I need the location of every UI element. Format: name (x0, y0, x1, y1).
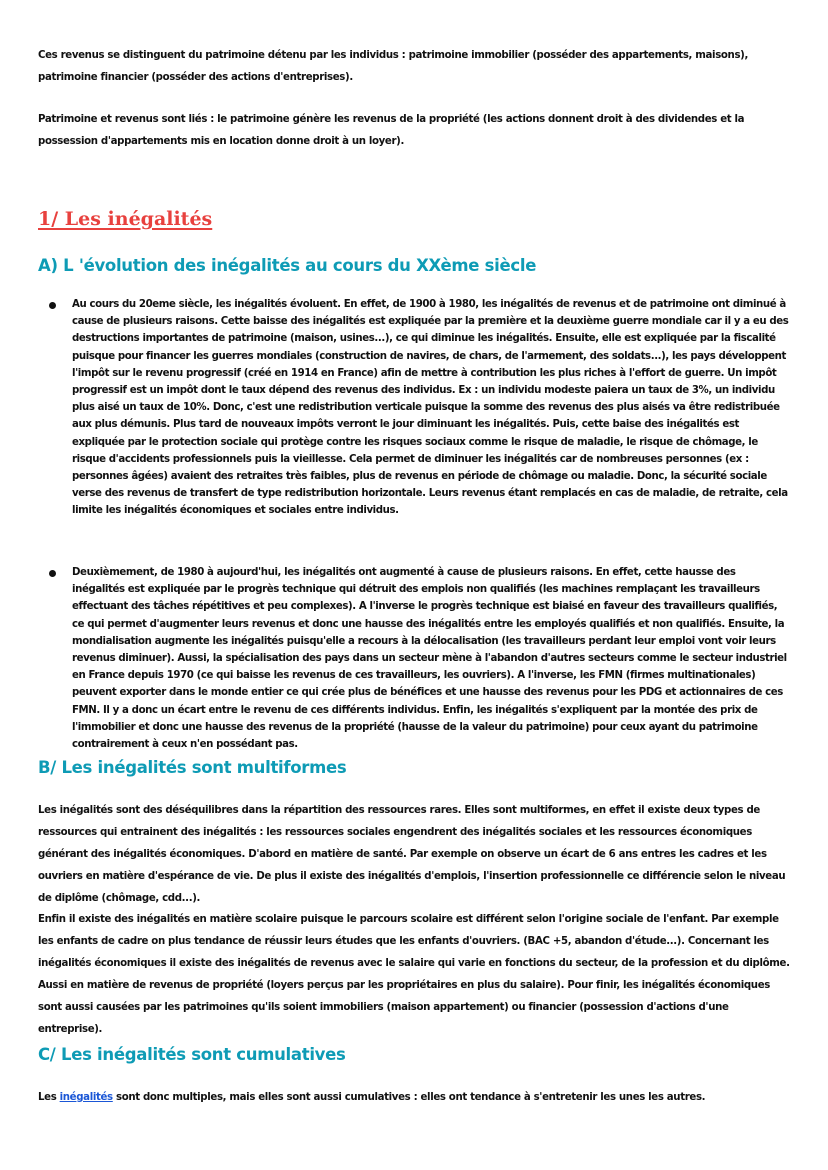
section-b-title: B/ Les inégalités sont multiformes (38, 758, 347, 777)
intro-paragraph-1: Ces revenus se distinguent du patrimoine détenu par les individus : patrimoine immobilier (posséder des appartements, maisons), patrimoine financier (posséder des actions d'entreprises). (38, 50, 748, 83)
inegalites-link[interactable]: inégalités (59, 1092, 113, 1103)
section-b-paragraph-2: Enfin il existe des inégalités en matière scolaire puisque le parcours scolaire est différent selon l'origine sociale de l'enfant. Par exemple les enfants de cadre on plus tendance de réussir leurs études que les enfants d'ouvriers. (BAC +5, abandon d'étude...). Concernant les inégalités économiques il existe des inégalités de revenus avec le salaire qui varie en fonctions du secteur, de la profession et du diplôme. Aussi en matière de revenus de propriété (loyers perçus par les propriétaires en plus du salaire). Pour finir, les inégalités économiques sont aussi causées par les patrimoines qu'ils soient immobiliers (maison appartement) ou financier (possession d'actions d'une entreprise). (38, 914, 790, 1035)
section-c-title: C/ Les inégalités sont cumulatives (38, 1045, 346, 1064)
section-b-paragraph-1: Les inégalités sont des déséquilibres dans la répartition des ressources rares. Elles sont multiformes, en effet il existe deux types de ressources qui entrainent des inégalités : les ressources sociales engendrent des inégalités sociales et les ressources économiques générant des inégalités économiques. D'abord en matière de santé. Par exemple on observe un écart de 6 ans entres les cadres et les ouvriers en matière d'espérance de vie. De plus il existe des inégalités d'emplois, l'insertion professionnelle ce différencie selon le niveau de diplôme (chômage, cdd...). (38, 805, 786, 904)
section-1-title: 1/ Les inégalités (38, 208, 213, 230)
section-a-bullet-1: Au cours du 20eme siècle, les inégalités évoluent. En effet, de 1900 à 1980, les inégalités de revenus et de patrimoine ont diminué à cause de plusieurs raisons. Cette baisse des inégalités est expliquée par la première et la deuxième guerre mondiale car il y a eu des destructions importantes de patrimoine (maison, usines...), ce qui diminue les inégalités. Ensuite, elle est expliquée par la fiscalité puisque pour financer les guerres mondiales (construction de navires, de chars, de l'armement, des soldats...), les pays développent l'impôt sur le revenu progressif (créé en 1914 en France) afin de mettre à contribution les plus riches à l'effort de guerre. Un impôt progressif est un impôt dont le taux dépend des revenus des individus. Ex : un individu modeste paiera un taux de 3%, un individu plus aisé un taux de 10%. Donc, c'est une redistribution verticale puisque la somme des revenus des plus aisés va être redistribuée aux plus démunis. Plus tard de nouveaux impôts verront le jour diminuant les inégalités. Puis, cette baise des inégalités est expliquée par le protection sociale qui protège contre les risques sociaux comme le risque de maladie, le risque de chômage, le risque d'accidents professionnels puis la vieillesse. Cela permet de diminuer les inégalités car de nombreuses personnes (ex : personnes âgées) avaient des retraites très faibles, plus de revenus en période de chômage ou maladie. Donc, la sécurité sociale verse des revenus de transfert de type redistribution horizontale. Leurs revenus étant remplacés en cas de maladie, de retraite, cela limite les inégalités économiques et sociales entre individus. (72, 299, 789, 517)
intro-paragraph-2: Patrimoine et revenus sont liés : le patrimoine génère les revenus de la propriété (les actions donnent droit à des dividendes et la possession d'appartements mis en location donne droit à un loyer). (38, 114, 745, 147)
bullet-dot-1 (49, 302, 56, 309)
section-c-text-before: Les (38, 1092, 60, 1103)
bullet-dot-2 (49, 570, 56, 577)
section-a-title: A) L 'évolution des inégalités au cours du XXème siècle (38, 256, 537, 275)
section-a-bullet-2: Deuxièmement, de 1980 à aujourd'hui, les inégalités ont augmenté à cause de plusieurs raisons. En effet, cette hausse des inégalités est expliquée par le progrès technique qui détruit des emplois non qualifiés (les machines remplaçant les travailleurs effectuant des tâches répétitives et peu complexes). A l'inverse le progrès technique est biaisé en faveur des travailleurs qualifiés, ce qui permet d'augmenter leurs revenus et donc une hausse des inégalités entre les employés qualifiés et non qualifiés. Ensuite, la mondialisation augmente les inégalités puisqu'elle a recours à la délocalisation (les travailleurs perdant leur emploi vont voir leurs revenus diminuer). Aussi, la spécialisation des pays dans un secteur mène à l'abandon d'autres secteurs comme le secteur industriel en France depuis 1970 (ce qui baisse les revenus de ces travailleurs, les ouvriers). A l'inverse, les FMN (firmes multinationales) peuvent exporter dans le monde entier ce qui crée plus de bénéfices et une hausse des revenus pour les PDG et actionnaires de ces FMN. Il y a donc un écart entre le revenu de ces différents individus. Enfin, les inégalités s'expliquent par la montée des prix de l'immobilier et donc une hausse des revenus de la propriété (hausse de la valeur du patrimoine) pour ceux ayant du patrimoine contrairement à ceux n'en possédant pas. (72, 567, 787, 751)
section-c-paragraph-1 (38, 1087, 790, 1109)
section-c-text-after: sont donc multiples, mais elles sont aussi cumulatives : elles ont tendance à s'entretenir les unes les autres. (112, 1092, 706, 1103)
